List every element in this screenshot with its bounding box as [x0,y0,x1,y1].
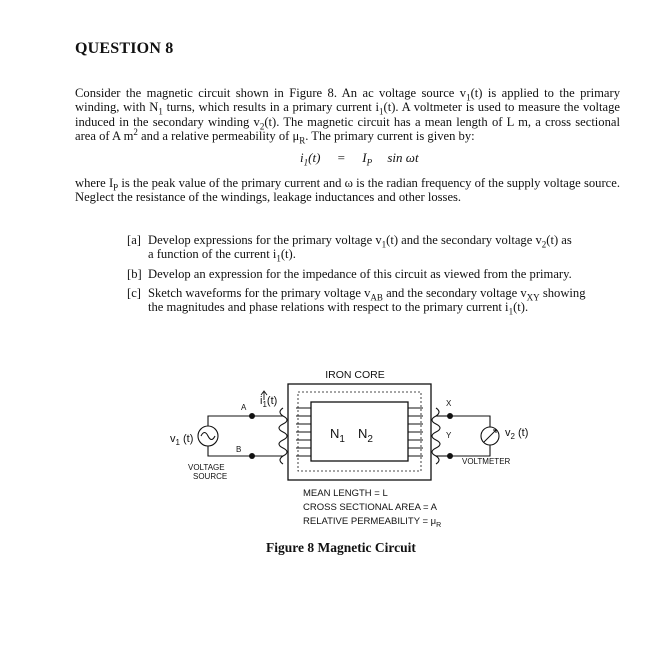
subscript: 1 [303,157,309,168]
part-a [127,233,620,262]
text: cross sectional area of A m [75,114,620,143]
terminal-b-label: B [236,445,242,454]
part-text [148,233,620,262]
source-label-1: VOLTAGE [188,463,225,472]
spec-area: CROSS SECTIONAL AREA = A [303,502,438,513]
current-label: $i_1(t)$ [260,395,278,409]
superscript: 2 [133,126,138,137]
text: where I [75,176,114,190]
text: the magnitudes and phase relations with respect to the primary current i [148,300,509,315]
subscript: AB [370,292,383,303]
where-paragraph [75,176,620,205]
text: . The primary current is given by: [305,128,475,143]
part-text [148,286,620,315]
subscript: 1 [276,253,281,264]
subscript: P [113,182,119,193]
text: voltage induced in the secondary winding v [75,100,621,129]
terminal-y-dot [447,453,453,459]
subscript: 2 [259,121,265,132]
text: Consider the magnetic circuit shown in Figure 8. An ac voltage source v [75,86,467,100]
secondary-coil [408,408,440,464]
terminal-x-dot [447,413,453,419]
subscript: 2 [541,239,547,250]
subscript: 1 [508,306,514,317]
eq-rhs: I [362,150,367,165]
part-c [127,286,620,315]
text: (t) as [546,233,572,247]
text: Develop expressions for the primary voltage v [148,233,382,247]
text: (t) and the secondary voltage v [386,233,542,247]
core-label: IRON CORE [325,369,385,381]
part-label: [b] [127,266,142,281]
text: and the secondary voltage v [382,285,527,300]
text: (t). [513,300,529,315]
text: and a relative permeability of μ [137,128,300,143]
subscript: 1 [381,239,387,250]
subscript: 1 [158,106,163,117]
source-label-2: SOURCE [193,472,228,481]
terminal-y-label: Y [446,431,452,440]
v2-label: $v_2$ (t) [505,427,529,441]
subscript: 1 [466,92,471,103]
part-label: [a] [127,233,141,247]
text: is the peak value of the primary current and ω is the radian frequency of the supply voltage [118,176,581,190]
text: (t) is applied to the primary [470,86,620,100]
text: showing [539,285,586,300]
terminal-x-label: X [446,399,452,408]
text: Sketch waveforms for the primary voltage v [148,285,371,300]
spec-length: MEAN LENGTH = L [303,488,388,499]
text: a function of the current i [148,247,277,262]
figure-caption: Figure 8 Magnetic Circuit [266,540,416,555]
subscript: XY [526,292,540,303]
text: (t). The magnetic circuit has a mean length of L m, a [264,114,541,129]
part-label: [c] [127,285,141,300]
terminal-a-dot [249,413,255,419]
n1-label: $N_1$ [330,426,345,445]
magnetic-circuit-diagram [0,360,654,540]
part-text: Develop an expression for the impedance of this circuit as viewed from the primary. [148,266,572,281]
spec-permeability: RELATIVE PERMEABILITY = $\mu_R$ [303,516,442,529]
primary-wires [208,416,283,456]
v1-label: $v_1$ (t) [170,433,194,447]
text: winding, with N [75,100,159,115]
intro-paragraph [75,86,621,146]
part-b [127,267,620,281]
text: turns, which results in a primary current i [162,100,380,115]
primary-coil [279,408,311,464]
subscript: R [299,135,306,146]
eq-lhs: i [300,150,304,165]
eq-lhs-arg: (t) [308,150,321,165]
text: (t). A voltmeter is used to measure the [383,100,580,115]
question-parts [127,233,620,319]
text: (t). [280,247,296,262]
text: source. Neglect the resistance of the windings, leakage inductances and other losses. [75,176,620,205]
subscript: 1 [379,106,384,117]
eq-rhs-sin: sin ωt [387,150,419,165]
voltmeter-label: VOLTMETER [462,457,511,466]
intro-line [75,86,621,146]
subscript: P [366,157,373,168]
n2-label: $N_2$ [358,426,373,445]
terminal-a-label: A [241,403,247,412]
terminal-b-dot [249,453,255,459]
where-line [75,176,620,205]
question-heading: QUESTION 8 [75,40,174,57]
current-equation [300,150,419,166]
eq-sign: = [337,150,345,165]
